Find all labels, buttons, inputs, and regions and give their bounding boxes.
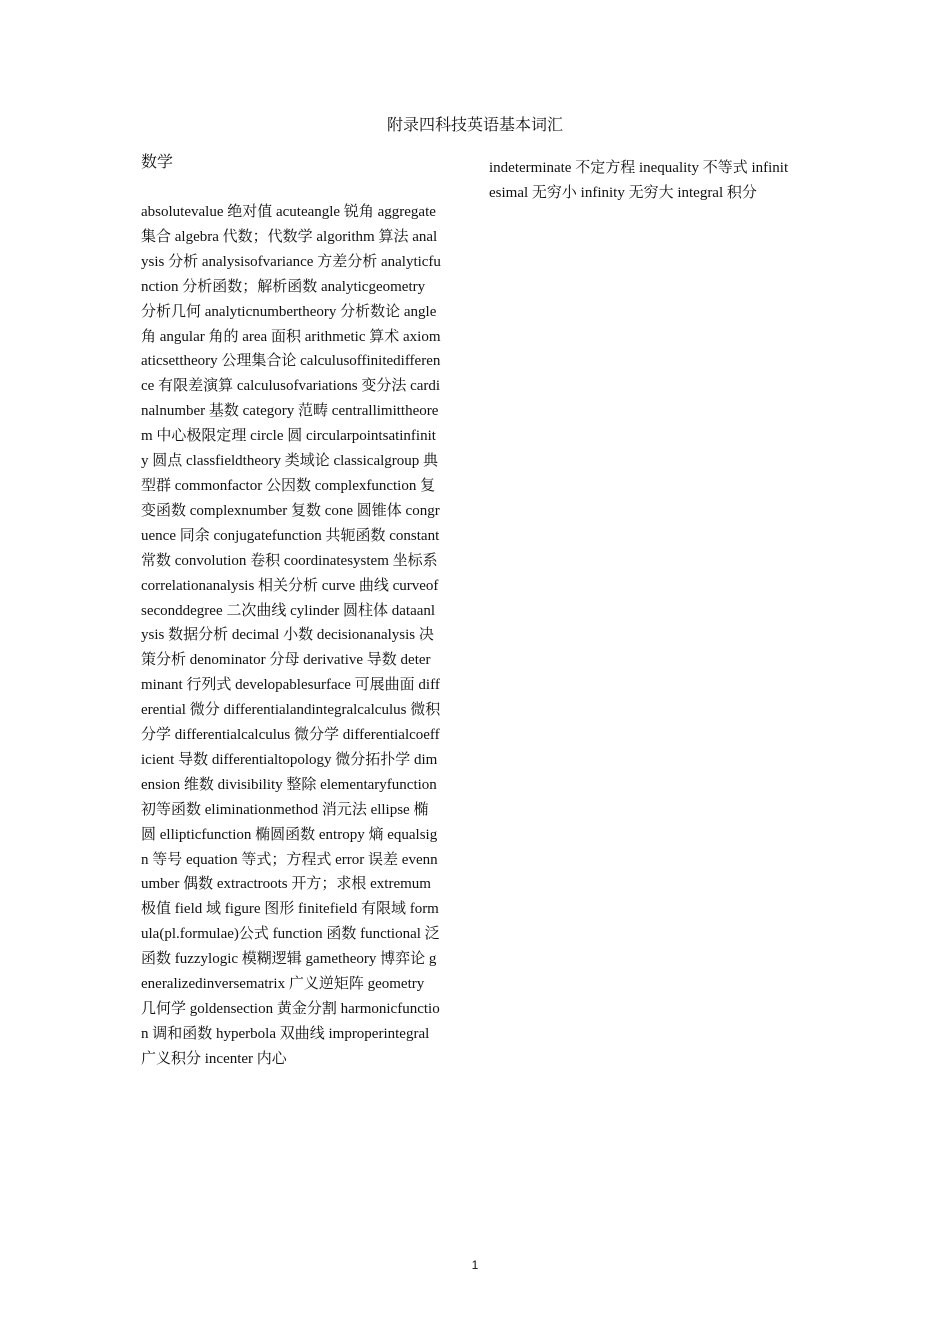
page-title: 附录四科技英语基本词汇 bbox=[386, 117, 563, 134]
page-number: 1 bbox=[471, 1258, 479, 1272]
right-column bbox=[489, 156, 789, 206]
left-column bbox=[141, 151, 441, 1072]
glossary-paragraph-right: indeterminate 不定方程 inequality 不等式 infinitesimal 无穷小 infinity 无穷大 integral 积分 bbox=[489, 160, 789, 201]
glossary-paragraph-left: absolutevalue 绝对值 acuteangle 锐角 aggregate 集合 algebra 代数；代数学 algorithm 算法 analysis 分析 analysisofvariance 方差分析 analyticfunction 分析函数；解析函数 analyticgeometry 分析几何 analyticnumbertheory 分析数论 angle 角 angular 角的 area 面积 arithmetic 算术 axiomaticsettheory 公理集合论 calculusoffinitedifference 有限差演算 calculusofvariations 变分法 cardinalnumber 基数 category 范畴 centrallimittheorem 中心极限定理 circle 圆 circularpointsatinfinity 圆点 classfieldtheory 类域论 classicalgroup 典型群 commonfactor 公因数 complexfunction 复变函数 complexnumber 复数 cone 圆锥体 congruence 同余 conjugatefunction 共轭函数 constant 常数 convolution 卷积 coordinatesystem 坐标系 correlationanalysis 相关分析 curve 曲线 curveofseconddegree 二次曲线 cylinder 圆柱体 dataanlysis 数据分析 decimal 小数 decisionanalysis 决策分析 denominator 分母 derivative 导数 determinant 行列式 developablesurface 可展曲面 differential 微分 differentialandintegralcalculus 微积分学 differentialcalculus 微分学 differentialcoefficient 导数 differentialtopology 微分拓扑学 dimension 维数 divisibility 整除 elementaryfunction 初等函数 eliminationmethod 消元法 ellipse 椭圆 ellipticfunction 椭圆函数 entropy 熵 equalsign 等号 equation 等式；方程式 error 误差 evennumber 偶数 extractroots 开方；求根 extremum 极值 field 域 figure 图形 finitefield 有限域 formula(pl.formulae)公式 function 函数 functional 泛函数 fuzzylogic 模糊逻辑 gametheory 博弈论 generalizedinversematrix 广义逆矩阵 geometry 几何学 goldensection 黄金分割 harmonicfunction 调和函数 hyperbola 双曲线 improperintegral 广义积分 incenter 内心 bbox=[141, 204, 441, 1067]
section-heading: 数学 bbox=[141, 154, 174, 171]
